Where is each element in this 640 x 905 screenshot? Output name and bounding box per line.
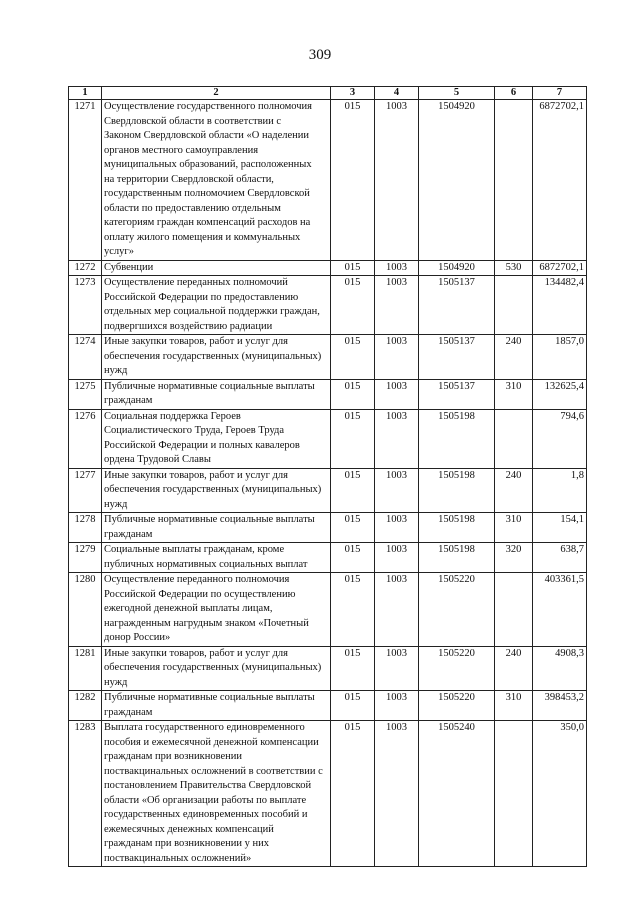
admin-code-cell: 015 [331,691,375,721]
row-name-cell: Иные закупки товаров, работ и услуг для обеспечения государственных (муниципальных) нужд [102,646,331,691]
amount-cell: 403361,5 [533,573,587,647]
header-cell-3: 3 [331,87,375,100]
row-number-cell: 1279 [69,543,102,573]
table-row [69,409,587,468]
section-code-cell: 1003 [375,409,419,468]
target-code-cell: 1505220 [419,691,495,721]
section-code-cell: 1003 [375,100,419,261]
table-body [69,100,587,867]
expense-type-cell [495,276,533,335]
target-code-cell: 1505137 [419,335,495,380]
amount-cell: 132625,4 [533,379,587,409]
header-cell-2: 2 [102,87,331,100]
admin-code-cell: 015 [331,513,375,543]
section-code-cell: 1003 [375,646,419,691]
admin-code-cell: 015 [331,276,375,335]
expense-type-cell [495,573,533,647]
admin-code-cell: 015 [331,721,375,867]
expense-type-cell: 310 [495,379,533,409]
section-code-cell: 1003 [375,513,419,543]
table-row [69,379,587,409]
header-row [69,87,587,100]
amount-cell: 638,7 [533,543,587,573]
row-name-cell: Осуществление переданного полномочия Российской Федерации по осуществлению ежегодной денежной выплаты лицам, награжденным нагрудным знаком «Почетный донор России» [102,573,331,647]
row-number-cell: 1276 [69,409,102,468]
expense-type-cell [495,409,533,468]
header-cell-7: 7 [533,87,587,100]
target-code-cell: 1505220 [419,646,495,691]
page-number: 309 [308,47,332,63]
target-code-cell: 1505198 [419,513,495,543]
admin-code-cell: 015 [331,543,375,573]
expense-type-cell: 240 [495,468,533,513]
admin-code-cell: 015 [331,409,375,468]
expense-type-cell: 320 [495,543,533,573]
amount-cell: 6872702,1 [533,100,587,261]
table-row [69,468,587,513]
target-code-cell: 1504920 [419,100,495,261]
row-number-cell: 1272 [69,260,102,276]
row-name-cell: Осуществление переданных полномочий Российской Федерации по предоставлению отдельных мер социальной поддержки граждан, подвергшихся воздействию радиации [102,276,331,335]
row-name-cell: Социальная поддержка Героев Социалистического Труда, Героев Труда Российской Федерации и полных кавалеров ордена Трудовой Славы [102,409,331,468]
admin-code-cell: 015 [331,646,375,691]
expense-type-cell: 310 [495,513,533,543]
row-number-cell: 1281 [69,646,102,691]
expense-type-cell: 530 [495,260,533,276]
amount-cell: 6872702,1 [533,260,587,276]
section-code-cell: 1003 [375,691,419,721]
row-name-cell: Публичные нормативные социальные выплаты гражданам [102,379,331,409]
expense-type-cell [495,100,533,261]
amount-cell: 350,0 [533,721,587,867]
expense-type-cell: 240 [495,335,533,380]
header-cell-1: 1 [69,87,102,100]
section-code-cell: 1003 [375,573,419,647]
admin-code-cell: 015 [331,100,375,261]
row-name-cell: Иные закупки товаров, работ и услуг для обеспечения государственных (муниципальных) нужд [102,468,331,513]
section-code-cell: 1003 [375,379,419,409]
row-number-cell: 1273 [69,276,102,335]
admin-code-cell: 015 [331,573,375,647]
expense-type-cell: 240 [495,646,533,691]
admin-code-cell: 015 [331,335,375,380]
header-cell-5: 5 [419,87,495,100]
table-row [69,100,587,261]
amount-cell: 1857,0 [533,335,587,380]
row-name-cell: Выплата государственного единовременного пособия и ежемесячной денежной компенсации гражданам при возникновении поствакцинальных осложнений в соответствии с постановлением Правительства Свердловской области «Об организации работы по выплате государственных единовременных пособий и ежемесячных денежных компенсаций гражданам при возникновении у них поствакцинальных осложнений» [102,721,331,867]
table-row [69,646,587,691]
section-code-cell: 1003 [375,276,419,335]
amount-cell: 794,6 [533,409,587,468]
row-number-cell: 1283 [69,721,102,867]
budget-table [68,86,587,867]
table-row [69,573,587,647]
row-number-cell: 1280 [69,573,102,647]
admin-code-cell: 015 [331,379,375,409]
row-number-cell: 1278 [69,513,102,543]
target-code-cell: 1505137 [419,276,495,335]
target-code-cell: 1505137 [419,379,495,409]
row-number-cell: 1277 [69,468,102,513]
row-name-cell: Публичные нормативные социальные выплаты гражданам [102,513,331,543]
row-name-cell: Публичные нормативные социальные выплаты гражданам [102,691,331,721]
target-code-cell: 1505220 [419,573,495,647]
header-cell-4: 4 [375,87,419,100]
target-code-cell: 1505198 [419,409,495,468]
table-row [69,513,587,543]
expense-type-cell [495,721,533,867]
table-row [69,691,587,721]
amount-cell: 398453,2 [533,691,587,721]
admin-code-cell: 015 [331,468,375,513]
table-row [69,260,587,276]
expense-type-cell: 310 [495,691,533,721]
row-number-cell: 1274 [69,335,102,380]
section-code-cell: 1003 [375,721,419,867]
target-code-cell: 1505240 [419,721,495,867]
section-code-cell: 1003 [375,260,419,276]
table-row [69,335,587,380]
amount-cell: 154,1 [533,513,587,543]
table-row [69,543,587,573]
amount-cell: 4908,3 [533,646,587,691]
table-row [69,721,587,867]
target-code-cell: 1505198 [419,468,495,513]
row-name-cell: Социальные выплаты гражданам, кроме публичных нормативных социальных выплат [102,543,331,573]
section-code-cell: 1003 [375,468,419,513]
row-name-cell: Осуществление государственного полномочия Свердловской области в соответствии с Законом Свердловской области «О наделении органов местного самоуправления муниципальных образований, расположенных на территории Свердловской области, государственным полномочием Свердловской области по предоставлению отдельным категориям граждан компенсаций расходов на оплату жилого помещения и коммунальных услуг» [102,100,331,261]
target-code-cell: 1505198 [419,543,495,573]
header-cell-6: 6 [495,87,533,100]
target-code-cell: 1504920 [419,260,495,276]
section-code-cell: 1003 [375,335,419,380]
amount-cell: 1,8 [533,468,587,513]
row-name-cell: Субвенции [102,260,331,276]
admin-code-cell: 015 [331,260,375,276]
amount-cell: 134482,4 [533,276,587,335]
row-number-cell: 1275 [69,379,102,409]
section-code-cell: 1003 [375,543,419,573]
row-number-cell: 1271 [69,100,102,261]
row-number-cell: 1282 [69,691,102,721]
table-row [69,276,587,335]
row-name-cell: Иные закупки товаров, работ и услуг для обеспечения государственных (муниципальных) нужд [102,335,331,380]
